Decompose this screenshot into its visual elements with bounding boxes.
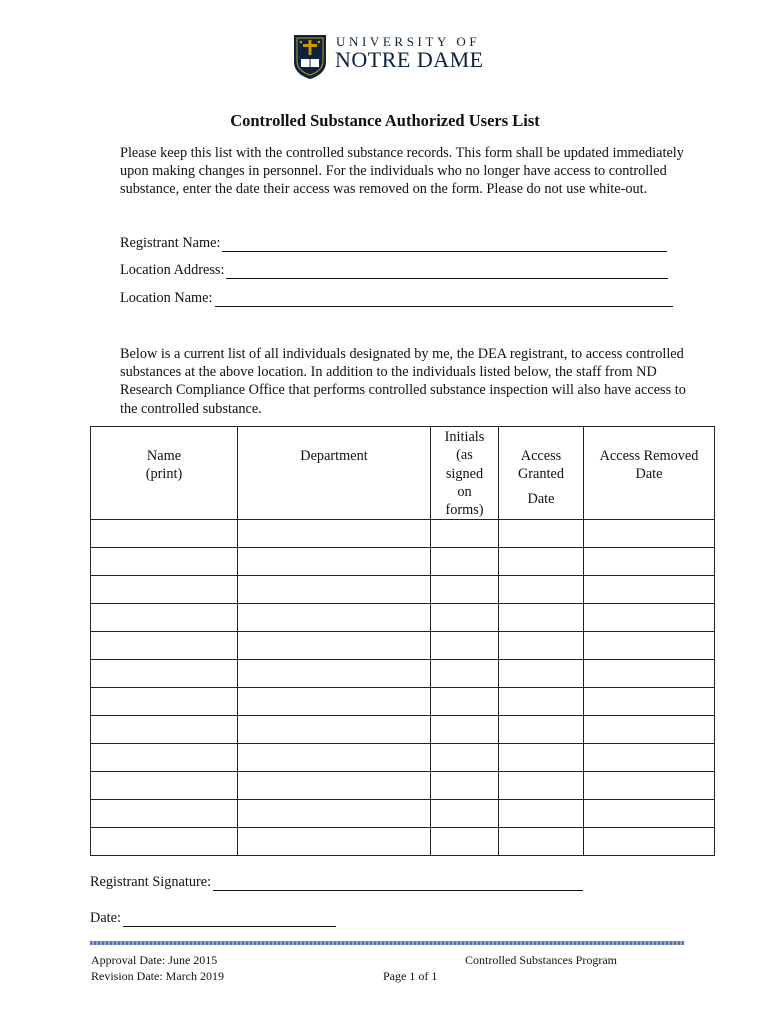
intro-paragraph: Please keep this list with the controlled substance records. This form shall be updated immediately upon making changes in personnel. For the individuals who no longer have access to controlled substance, enter the date their access was removed on the form. Please do not use white-out.: [120, 145, 684, 198]
location-address-label: Location Address:: [120, 262, 225, 278]
department-cell[interactable]: [238, 800, 431, 828]
initials-cell[interactable]: [431, 548, 499, 576]
access-granted-cell[interactable]: [499, 800, 584, 828]
table-row: [91, 576, 715, 604]
university-seal-icon: [293, 34, 327, 80]
header-access-removed: [584, 427, 715, 520]
name-cell[interactable]: [91, 688, 238, 716]
department-cell[interactable]: [238, 744, 431, 772]
program-name: Controlled Substances Program: [465, 953, 617, 967]
table-row: [91, 828, 715, 856]
header-initials-line: signed: [445, 465, 484, 482]
name-cell[interactable]: [91, 576, 238, 604]
name-cell[interactable]: [91, 772, 238, 800]
access-granted-cell[interactable]: [499, 660, 584, 688]
header-access-granted-line: Granted: [517, 466, 565, 483]
location-address-field[interactable]: [120, 262, 668, 279]
location-name-label: Location Name:: [120, 290, 213, 306]
name-cell[interactable]: [91, 660, 238, 688]
table-row: [91, 604, 715, 632]
table-body: [91, 520, 715, 856]
table-row: [91, 800, 715, 828]
department-cell[interactable]: [238, 716, 431, 744]
department-cell[interactable]: [238, 772, 431, 800]
access-removed-cell[interactable]: [584, 520, 715, 548]
access-granted-cell[interactable]: [499, 520, 584, 548]
location-name-field[interactable]: [120, 290, 673, 307]
department-cell[interactable]: [238, 660, 431, 688]
access-removed-cell[interactable]: [584, 828, 715, 856]
registrant-name-field[interactable]: [120, 235, 667, 252]
table-row: [91, 660, 715, 688]
location-address-input-line[interactable]: [226, 264, 668, 279]
authorized-users-table: [90, 426, 715, 856]
header-access-removed-line: Date: [635, 466, 663, 483]
initials-cell[interactable]: [431, 772, 499, 800]
page-number: Page 1 of 1: [383, 969, 438, 983]
registrant-name-input-line[interactable]: [222, 237, 667, 252]
access-removed-cell[interactable]: [584, 688, 715, 716]
header-initials: [431, 427, 499, 520]
header-access-removed-line: Access Removed: [599, 448, 699, 464]
access-removed-cell[interactable]: [584, 716, 715, 744]
access-removed-cell[interactable]: [584, 604, 715, 632]
department-cell[interactable]: [238, 520, 431, 548]
header-initials-line: forms): [445, 502, 484, 519]
access-removed-cell[interactable]: [584, 772, 715, 800]
table-row: [91, 548, 715, 576]
table-row: [91, 632, 715, 660]
location-name-input-line[interactable]: [215, 292, 673, 307]
department-cell[interactable]: [238, 688, 431, 716]
name-cell[interactable]: [91, 520, 238, 548]
table-row: [91, 688, 715, 716]
name-cell[interactable]: [91, 800, 238, 828]
header-access-granted-line: Date: [527, 490, 555, 507]
department-cell[interactable]: [238, 632, 431, 660]
header-initials-line: Initials: [444, 429, 485, 445]
initials-cell[interactable]: [431, 688, 499, 716]
table-row: [91, 744, 715, 772]
access-removed-cell[interactable]: [584, 800, 715, 828]
name-cell[interactable]: [91, 548, 238, 576]
header-department-label: Department: [300, 448, 368, 464]
header-name-line: Name: [146, 448, 182, 464]
designation-paragraph: Below is a current list of all individuals designated by me, the DEA registrant, to access controlled substances at the above location. In addition to the individuals listed below, the staff from ND Research Compliance Office that performs controlled substance inspection will also have access to the controlled substance.: [120, 346, 686, 417]
access-removed-cell[interactable]: [584, 632, 715, 660]
initials-cell[interactable]: [431, 744, 499, 772]
access-granted-cell[interactable]: [499, 744, 584, 772]
approval-date: Approval Date: June 2015: [91, 953, 218, 967]
access-removed-cell[interactable]: [584, 548, 715, 576]
header-name-line: (print): [145, 466, 183, 483]
initials-cell[interactable]: [431, 520, 499, 548]
logo-line-notre-dame: NOTRE DAME: [335, 47, 484, 72]
table-row: [91, 716, 715, 744]
access-granted-cell[interactable]: [499, 632, 584, 660]
access-removed-cell[interactable]: [584, 744, 715, 772]
access-removed-cell[interactable]: [584, 576, 715, 604]
access-granted-cell[interactable]: [499, 716, 584, 744]
initials-cell[interactable]: [431, 576, 499, 604]
header-name: [91, 427, 238, 520]
header-access-granted-line: Access: [520, 448, 562, 464]
department-cell[interactable]: [238, 576, 431, 604]
name-cell[interactable]: [91, 716, 238, 744]
table-row: [91, 520, 715, 548]
initials-cell[interactable]: [431, 632, 499, 660]
header-initials-line: on: [457, 483, 472, 500]
initials-cell[interactable]: [431, 828, 499, 856]
revision-date: Revision Date: March 2019: [91, 969, 224, 983]
university-logo: [293, 34, 493, 84]
registrant-signature-input-line[interactable]: [213, 876, 583, 891]
initials-cell[interactable]: [431, 716, 499, 744]
header-initials-line: (as: [456, 447, 473, 464]
registrant-signature-label: Registrant Signature:: [90, 874, 212, 890]
date-label: Date:: [90, 910, 121, 926]
header-department: [238, 427, 431, 520]
registrant-name-label: Registrant Name:: [120, 235, 221, 251]
access-removed-cell[interactable]: [584, 660, 715, 688]
table-header-row: [91, 427, 715, 520]
date-field[interactable]: [90, 910, 336, 927]
access-granted-cell[interactable]: [499, 548, 584, 576]
page-title: Controlled Substance Authorized Users List: [230, 111, 540, 130]
registrant-signature-field[interactable]: [90, 874, 583, 891]
access-granted-cell[interactable]: [499, 576, 584, 604]
date-input-line[interactable]: [123, 912, 336, 927]
department-cell[interactable]: [238, 828, 431, 856]
department-cell[interactable]: [238, 604, 431, 632]
initials-cell[interactable]: [431, 800, 499, 828]
name-cell[interactable]: [91, 744, 238, 772]
logo-line-university-of: UNIVERSITY OF: [336, 34, 481, 49]
name-cell[interactable]: [91, 632, 238, 660]
initials-cell[interactable]: [431, 604, 499, 632]
access-granted-cell[interactable]: [499, 688, 584, 716]
department-cell[interactable]: [238, 548, 431, 576]
access-granted-cell[interactable]: [499, 604, 584, 632]
footer-divider: [90, 941, 684, 945]
access-granted-cell[interactable]: [499, 828, 584, 856]
initials-cell[interactable]: [431, 660, 499, 688]
name-cell[interactable]: [91, 604, 238, 632]
name-cell[interactable]: [91, 828, 238, 856]
access-granted-cell[interactable]: [499, 772, 584, 800]
header-access-granted: [499, 427, 584, 520]
table-row: [91, 772, 715, 800]
